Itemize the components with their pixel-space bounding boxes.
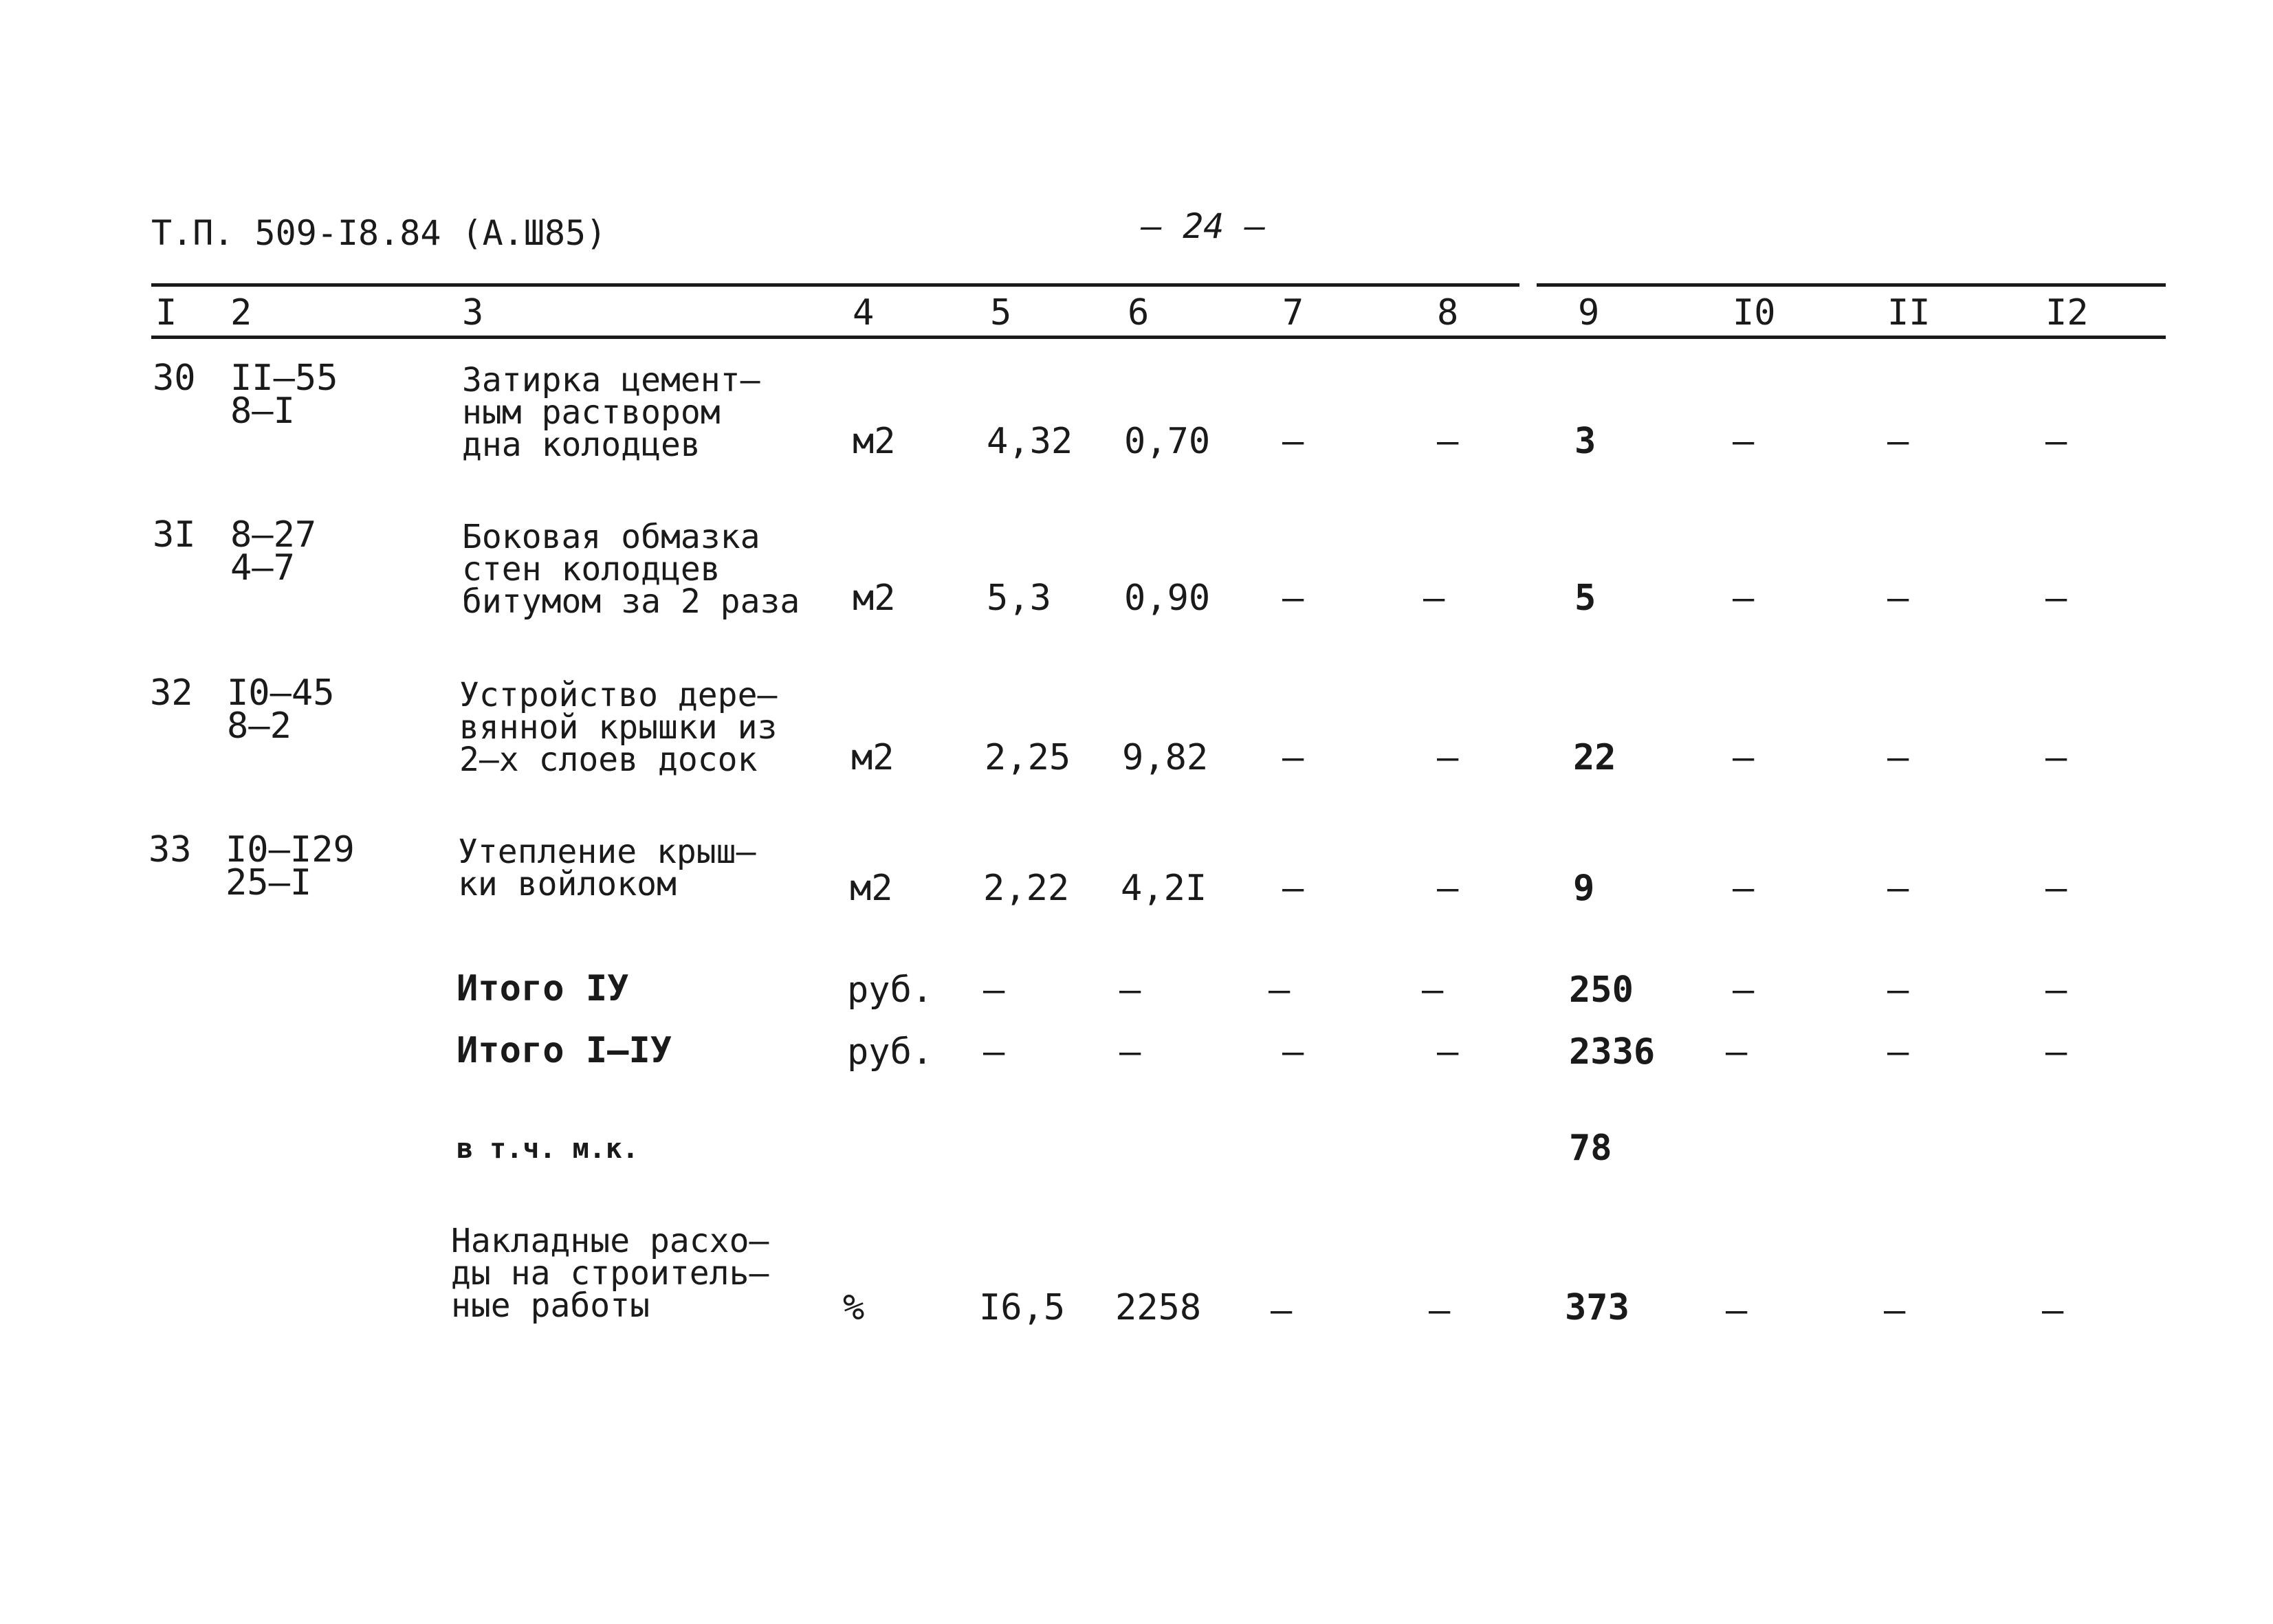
row-code-line: I0–45 [227,672,335,714]
total-col8: – [1437,1031,1459,1073]
row-code-line: 25–I [226,862,312,903]
total-col11: – [1887,1031,1909,1073]
row-description-line: Затирка цемент– [462,361,760,399]
row-description-line: дна колодцев [462,426,701,464]
row-col5: 5,3 [987,578,1051,619]
row-col10: – [1733,737,1755,778]
document-code: Т.П. 509-I8.84 (А.Ш85) [151,213,607,253]
row-number: 3I [153,514,196,556]
row-col11: – [1887,868,1909,909]
row-col6: 9,82 [1122,737,1209,778]
total-unit: руб. [847,969,934,1011]
row-col8: – [1437,868,1459,909]
row-col11: – [1887,421,1909,462]
column-header: 4 [853,292,875,333]
row-code-line: 4–7 [230,547,295,589]
page-number: – 24 – [1141,206,1266,246]
row-description-line: вянной крышки из [459,708,778,747]
row-description-line: Устройство дере– [459,676,778,714]
row-col6: 0,90 [1124,578,1211,619]
row-code-line: 8–I [230,391,295,432]
column-header: I2 [2045,292,2089,333]
row-description-line: стен колодцев [462,550,721,589]
row-col9: 5 [1574,578,1596,619]
including-label: в т.ч. м.к. [457,1133,639,1165]
total-col11: – [1887,969,1909,1011]
row-col7: – [1282,868,1304,909]
total-unit: руб. [847,1031,934,1073]
column-header: 3 [462,292,484,333]
row-description-line: 2–х слоев досок [459,740,758,779]
row-col12: – [2045,578,2067,619]
column-header: 9 [1578,292,1600,333]
row-code-line: 8–2 [227,705,292,747]
overhead-description-line: Накладные расхо– [451,1222,769,1260]
row-col12: – [2045,737,2067,778]
column-header: 6 [1128,292,1150,333]
overhead-col5: I6,5 [979,1287,1066,1328]
row-col9: 22 [1573,737,1616,778]
row-description-line: ным раствором [462,393,721,432]
column-header: 7 [1282,292,1304,333]
column-header: 2 [230,292,252,333]
row-code-line: II–55 [230,358,338,399]
total-col5: – [983,1031,1005,1073]
total-col7: – [1269,969,1291,1011]
total-label: Итого I–IУ [457,1030,672,1071]
row-col7: – [1282,578,1304,619]
row-col5: 4,32 [987,421,1073,462]
row-unit: м2 [853,578,896,619]
overhead-description-line: ные работы [451,1286,650,1325]
total-col10: – [1733,969,1755,1011]
row-unit: м2 [850,868,893,909]
total-col6: – [1119,969,1141,1011]
row-col8: – [1437,421,1459,462]
row-col5: 2,25 [985,737,1071,778]
row-unit: м2 [851,737,894,778]
overhead-unit: % [843,1287,865,1328]
total-col12: – [2045,1031,2067,1073]
row-code-line: 8–27 [230,514,317,556]
row-col10: – [1733,421,1755,462]
column-header: 5 [990,292,1012,333]
column-header: I [155,292,177,333]
row-col12: – [2045,421,2067,462]
total-col8: – [1422,969,1444,1011]
total-col12: – [2045,969,2067,1011]
row-col8: – [1423,578,1445,619]
row-code-line: I0–I29 [226,829,355,870]
row-col11: – [1887,737,1909,778]
overhead-col12: – [2042,1290,2064,1331]
row-col7: – [1282,421,1304,462]
row-col10: – [1733,578,1755,619]
row-col6: 4,2I [1121,868,1207,909]
top-rule-left [151,283,1519,287]
row-number: 30 [153,358,196,399]
top-rule-right [1537,283,2166,287]
row-number: 32 [150,672,193,714]
row-col6: 0,70 [1124,421,1211,462]
row-description-line: битумом за 2 раза [462,582,800,621]
overhead-description-line: ды на строитель– [451,1254,769,1293]
overhead-col10: – [1726,1290,1748,1331]
total-label: Итого IУ [457,968,629,1009]
row-col11: – [1887,578,1909,619]
total-col10: – [1726,1031,1748,1073]
total-col6: – [1119,1031,1141,1073]
header-bottom-rule [151,336,2166,339]
row-col8: – [1437,737,1459,778]
overhead-col9: 373 [1565,1287,1629,1328]
overhead-col6: 2258 [1115,1287,1202,1328]
row-description-line: ки войлоком [458,865,677,903]
total-col5: – [983,969,1005,1011]
overhead-col8: – [1429,1290,1451,1331]
column-header: I0 [1733,292,1776,333]
row-number: 33 [149,829,192,870]
including-col9: 78 [1569,1128,1612,1169]
row-description-line: Боковая обмазка [462,518,760,556]
total-col9: 2336 [1569,1031,1656,1073]
row-col7: – [1282,737,1304,778]
overhead-col7: – [1271,1290,1293,1331]
column-header: 8 [1437,292,1459,333]
row-description-line: Утепление крыш– [458,833,756,871]
row-col12: – [2045,868,2067,909]
overhead-col11: – [1884,1290,1906,1331]
total-col9: 250 [1569,969,1634,1011]
row-col9: 3 [1574,421,1596,462]
row-col10: – [1733,868,1755,909]
column-header: II [1887,292,1931,333]
total-col7: – [1282,1031,1304,1073]
row-col9: 9 [1573,868,1595,909]
row-unit: м2 [853,421,896,462]
row-col5: 2,22 [983,868,1070,909]
